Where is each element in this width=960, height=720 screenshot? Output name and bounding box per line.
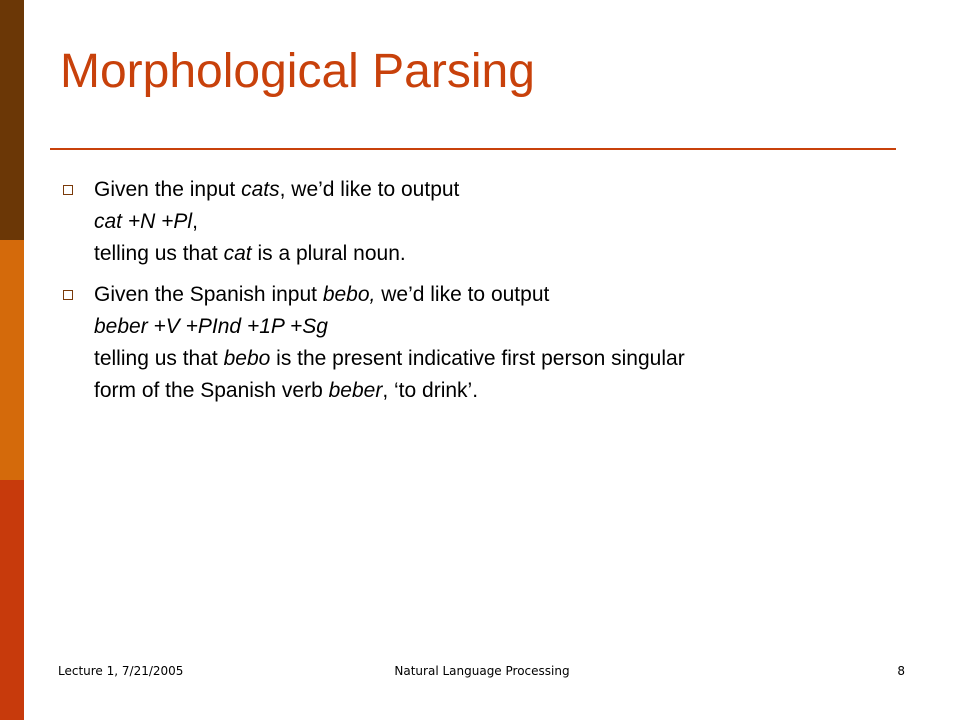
square-bullet-icon	[63, 290, 73, 300]
sidebar-band-middle	[0, 240, 24, 480]
bullet-item	[60, 279, 900, 407]
bullet-text: , ‘to drink’.	[382, 379, 479, 402]
italic-term: bebo,	[322, 283, 376, 306]
footer-course-title: Natural Language Processing	[394, 664, 570, 678]
bullet-text: form of the Spanish verb	[94, 379, 329, 402]
italic-term: bebo	[223, 347, 271, 370]
bullet-item	[60, 174, 900, 270]
bullet-list	[60, 174, 900, 416]
bullet-line	[94, 238, 900, 270]
bullet-line	[94, 343, 900, 375]
italic-term: cat +N +Pl	[94, 210, 193, 233]
square-bullet-icon	[63, 185, 73, 195]
italic-term: cats	[241, 178, 280, 201]
footer-page-number: 8	[897, 664, 905, 678]
bullet-line	[94, 279, 900, 311]
slide-title: Morphological Parsing	[60, 45, 535, 98]
sidebar-band-bottom	[0, 480, 24, 720]
sidebar-band-top	[0, 0, 24, 240]
bullet-text: telling us that	[94, 347, 224, 370]
bullet-text: , we’d like to output	[279, 178, 460, 201]
bullet-text: Given the input	[94, 178, 242, 201]
bullet-text: ,	[192, 210, 198, 233]
title-divider	[50, 148, 896, 150]
bullet-line	[94, 311, 900, 343]
bullet-line	[94, 206, 900, 238]
bullet-text: we’d like to output	[375, 283, 550, 306]
bullet-text: Given the Spanish input	[94, 283, 323, 306]
footer-lecture-date: Lecture 1, 7/21/2005	[58, 664, 184, 678]
bullet-line	[94, 174, 900, 206]
bullet-text: telling us that	[94, 242, 224, 265]
bullet-text: is a plural noun.	[251, 242, 406, 265]
bullet-line	[94, 375, 900, 407]
italic-term: cat	[223, 242, 252, 265]
bullet-text: is the present indicative first person singular	[270, 347, 685, 370]
italic-term: beber +V +PInd +1P +Sg	[94, 315, 328, 338]
italic-term: beber	[328, 379, 383, 402]
